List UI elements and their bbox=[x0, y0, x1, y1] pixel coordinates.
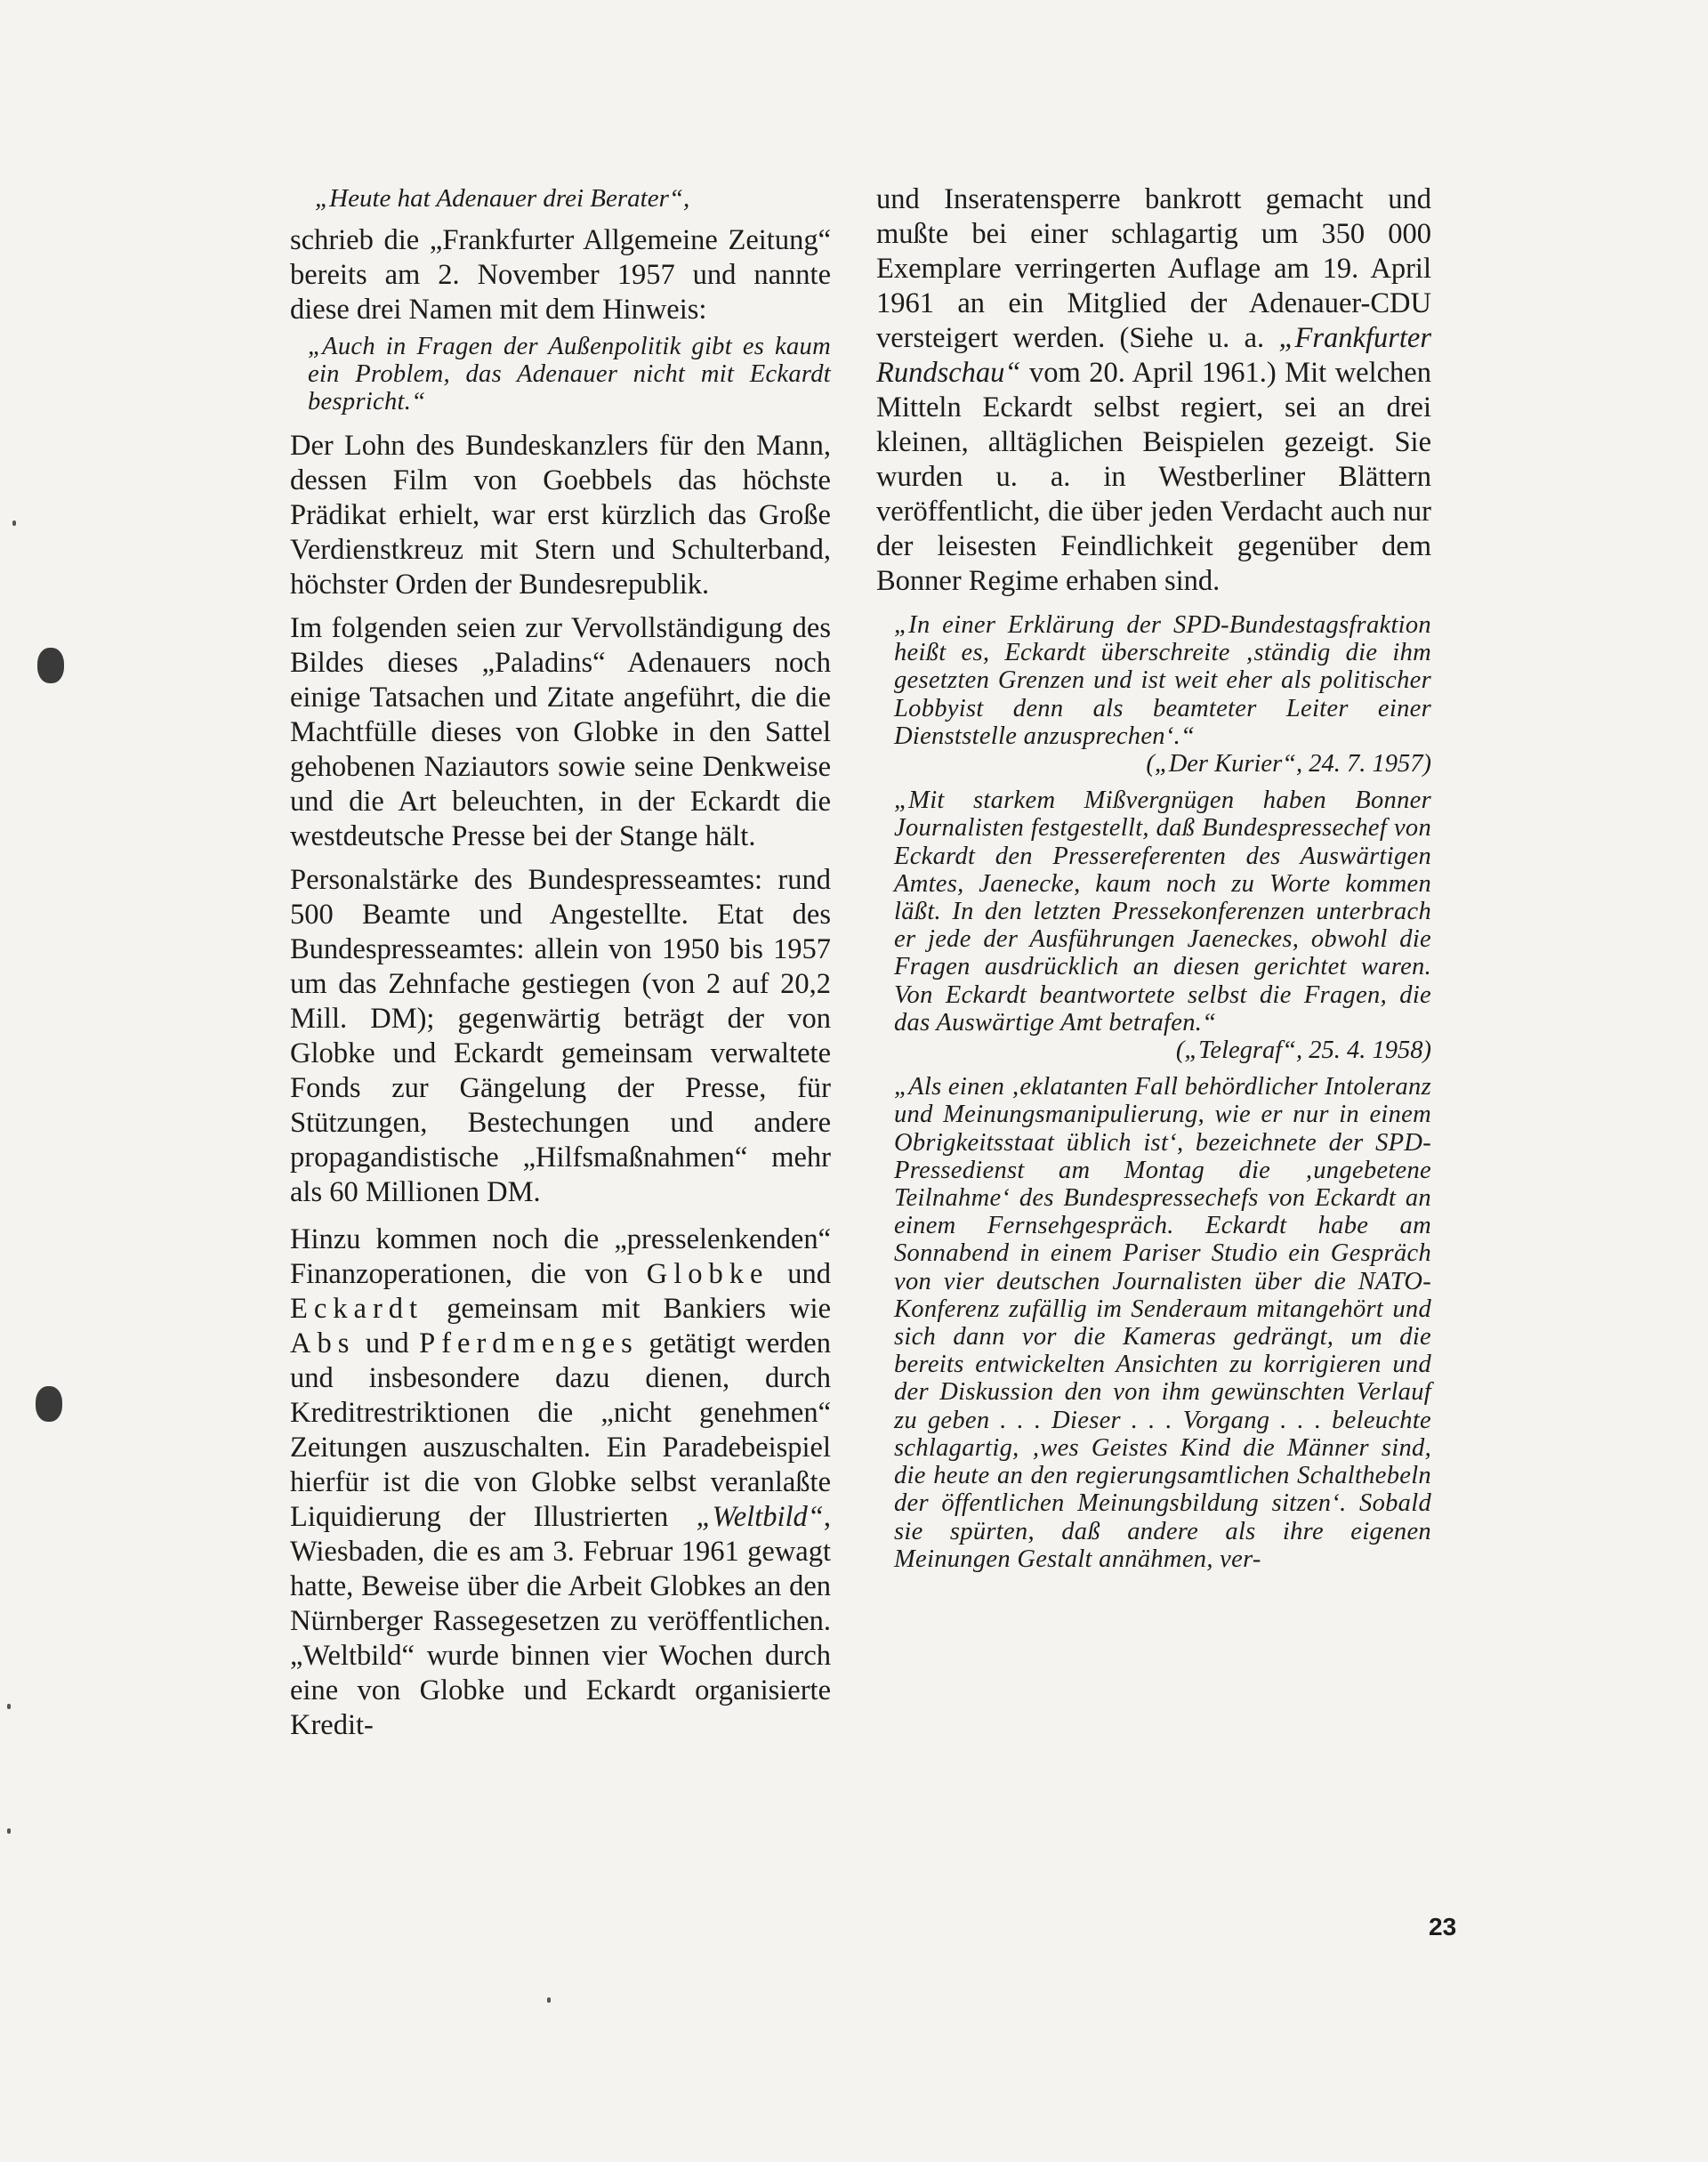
speck-mark bbox=[7, 1828, 11, 1834]
text-run: getätigt werden und insbesondere dazu dienen, durch Kreditrestriktionen die „nicht genehmen“ Zeitungen auszuschalten. Ein Paradebeispiel hierfür ist die von Globke selbst veranlaßte Liquidierung der Illustrierten bbox=[290, 1327, 831, 1533]
spaced-name-pferdmenges: Pferdmenges bbox=[419, 1327, 639, 1359]
text-run: vom 20. April 1961.) Mit welchen Mitteln Eckardt selbst regiert, sei an drei kleinen, alltäglichen Beispielen gezeigt. Sie wurden u. a. in Westberliner Blättern veröffentlicht, die über jeden Verdacht auch nur der leisesten Feindlichkeit gegenüber dem Bonner Regime erhaben sind. bbox=[876, 357, 1431, 597]
text-run: und bbox=[769, 1257, 831, 1290]
text-run: gemeinsam mit Bankiers wie bbox=[423, 1292, 831, 1325]
italic-title-weltbild: „Weltbild“ bbox=[696, 1500, 824, 1533]
spaced-name-eckardt: Eckardt bbox=[290, 1292, 424, 1325]
block-quote: „Mit starkem Mißvergnügen haben Bonner Journalisten festgestellt, daß Bundespressechef von Eckardt den Pressereferenten des Auswärtigen Amtes, Jaenecke, kaum noch zu Worte kommen läßt. In den letzten Pressekonferenzen unterbrach er jede der Ausführungen Jaeneckes, obwohl die Fragen ausdrücklich an diesen gerichtet waren. Von Eckardt beantwortete selbst die Fragen, die das Auswärtige Amt betrafen.“ bbox=[894, 787, 1431, 1037]
block-quote: „In einer Erklärung der SPD-Bundestagsfraktion heißt es, Eckardt überschreite ‚ständig die ihm gesetzten Grenzen und ist weit eher als politischer Lobbyist denn als beamteter Leiter einer Dienststelle anzusprechen‘.“ bbox=[894, 611, 1431, 750]
spaced-name-globke: Globke bbox=[646, 1257, 769, 1290]
page-number: 23 bbox=[1429, 1913, 1457, 1940]
speck-mark bbox=[12, 520, 16, 526]
spaced-name-abs: Abs bbox=[290, 1327, 356, 1359]
paragraph bbox=[290, 1222, 831, 1743]
punch-hole-mark bbox=[37, 648, 64, 683]
paragraph: Der Lohn des Bundeskanzlers für den Mann, dessen Film von Goebbels das höchste Prädikat erhielt, war erst kürzlich das Große Verdienstkreuz mit Stern und Schulterband, höchster Orden der Bundesrepublik. bbox=[290, 429, 831, 601]
text-run: und bbox=[355, 1327, 420, 1359]
punch-hole-mark bbox=[36, 1386, 62, 1422]
text-run: , Wiesbaden, die es am 3. Februar 1961 gewagt hatte, Beweise über die Arbeit Globkes an den Nürnberger Rassegesetzen zu veröffentlichen. „Weltbild“ wurde binnen vier Wochen durch eine von Globke und Eckardt organisierte Kredit- bbox=[290, 1500, 831, 1741]
quote-source: („Der Kurier“, 24. 7. 1957) bbox=[1146, 750, 1431, 778]
italic-title-rundschau: „Frankfurter Rundschau“ bbox=[876, 322, 1431, 389]
block-quote: „Auch in Fragen der Außenpolitik gibt es kaum ein Problem, das Adenauer nicht mit Eckardt bespricht.“ bbox=[308, 333, 831, 416]
paragraph: Personalstärke des Bundespresseamtes: rund 500 Beamte und Angestellte. Etat des Bundespresseamtes: allein von 1950 bis 1957 um das Zehnfache gestiegen (von 2 auf 20,2 Mill. DM); gegenwärtig beträgt der von Globke und Eckardt gemeinsam verwaltete Fonds zur Gängelung der Presse, für Stützungen, Bestechungen und andere propagandistische „Hilfsmaßnahmen“ mehr als 60 Millionen DM. bbox=[290, 863, 831, 1208]
opening-quote: „Heute hat Adenauer drei Berater“, bbox=[315, 184, 690, 213]
quote-source: („Telegraf“, 25. 4. 1958) bbox=[1175, 1037, 1431, 1065]
speck-mark bbox=[7, 1704, 11, 1709]
speck-mark bbox=[547, 1997, 551, 2003]
paragraph: schrieb die „Frankfurter Allgemeine Zeitung“ bereits am 2. November 1957 und nannte diese drei Namen mit dem Hinweis: bbox=[290, 224, 831, 326]
right-column bbox=[876, 182, 1431, 1573]
block-quote: „Als einen ‚eklatanten Fall behördlicher Intoleranz und Meinungsmanipulierung, wie er nur in einem Obrigkeitsstaat üblich ist‘, bezeichnete der SPD-Pressedienst am Montag die ‚ungebetene Teilnahme‘ des Bundespressechefs von Eckardt an einem Fernsehgespräch. Eckardt habe am Sonnabend in einem Pariser Studio ein Gespräch von vier deutschen Journalisten über die NATO-Konferenz zufällig im Senderaum mitangehört und sich dann vor die Kameras gedrängt, um die bereits entwickelten Ansichten zu korrigieren und der Diskussion den von ihm gewünschten Verlauf zu geben . . . Dieser . . . Vorgang . . . beleuchte schlagartig, ‚wes Geistes Kind die Männer sind, die heute an den regierungsamtlichen Schalthebeln der öffentlichen Meinungsbildung sitzen‘. Sobald sie spürten, daß andere als ihre eigenen Meinungen Gestalt annähmen, ver- bbox=[894, 1073, 1431, 1573]
text-run: Hinzu kommen noch die „presselenkenden“ Finanzoperationen, die von bbox=[290, 1222, 831, 1290]
paragraph bbox=[876, 182, 1431, 599]
paragraph: Im folgenden seien zur Vervollständigung des Bildes dieses „Paladins“ Adenauers noch einige Tatsachen und Zitate angeführt, die die Machtfülle dieses von Globke in den Sattel gehobenen Naziautors sowie seine Denkweise und die Art beleuchten, in der Eckardt die westdeutsche Presse bei der Stange hält. bbox=[290, 611, 831, 852]
left-column bbox=[290, 182, 831, 1743]
text-run: und Inseratensperre bankrott gemacht und mußte bei einer schlagartig um 350 000 Exemplare verringerten Auflage am 19. April 1961 an ein Mitglied der Adenauer-CDU versteigert werden. (Siehe u. a. bbox=[876, 183, 1431, 354]
